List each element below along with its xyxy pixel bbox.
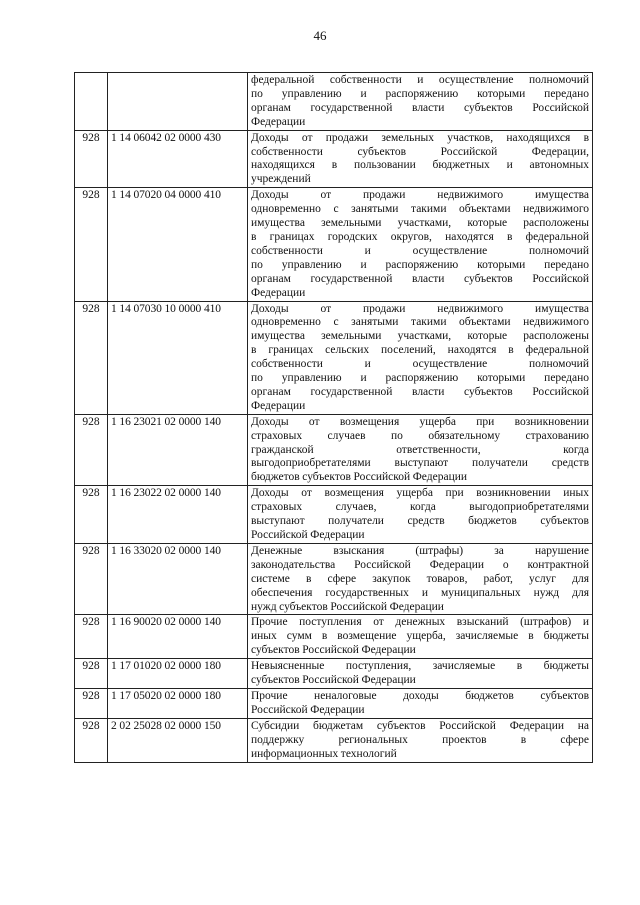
table-row bbox=[75, 718, 593, 762]
description-line: субъектов Российской Федерации bbox=[251, 674, 416, 687]
budget-code-cell: 1 14 06042 02 0000 430 bbox=[108, 130, 248, 188]
table-row bbox=[75, 615, 593, 659]
admin-code-cell: 928 bbox=[75, 688, 108, 718]
description-line: информационных технологий bbox=[251, 747, 397, 760]
admin-code-cell: 928 bbox=[75, 615, 108, 659]
description-line: субъектов Российской Федерации bbox=[251, 644, 416, 657]
budget-code-cell: 1 14 07030 10 0000 410 bbox=[108, 301, 248, 414]
description-line: поддержку региональных проектов в сфере bbox=[251, 733, 589, 746]
revenue-codes-table bbox=[74, 72, 593, 763]
table-row bbox=[75, 130, 593, 188]
description-line: Федерации bbox=[251, 286, 306, 299]
page-number: 46 bbox=[313, 28, 327, 43]
description-line: учреждений bbox=[251, 173, 311, 186]
table-row bbox=[75, 301, 593, 414]
admin-code-cell: 928 bbox=[75, 414, 108, 486]
admin-code-cell: 928 bbox=[75, 301, 108, 414]
description-line: иных сумм в возмещение ущерба, зачисляемые в бюджеты bbox=[251, 630, 589, 643]
admin-code-cell: 928 bbox=[75, 718, 108, 762]
description-line: гражданской ответственности, когда bbox=[251, 443, 589, 456]
description-cell bbox=[248, 188, 593, 301]
description-line: Доходы от возмещения ущерба при возникновении bbox=[251, 415, 589, 428]
description-line: в границах городских округов, находятся в федеральной bbox=[251, 230, 589, 243]
description-cell bbox=[248, 130, 593, 188]
description-line: по управлению и распоряжению которыми передано bbox=[251, 87, 589, 100]
table-row bbox=[75, 688, 593, 718]
description-line: собственности и осуществление полномочий bbox=[251, 358, 589, 371]
description-line: страховых случаев, когда выгодоприобретателями bbox=[251, 501, 589, 514]
budget-code-cell: 1 16 33020 02 0000 140 bbox=[108, 543, 248, 615]
description-line: органам государственной власти субъектов Российской bbox=[251, 385, 589, 398]
description-line: Доходы от возмещения ущерба при возникновении иных bbox=[251, 487, 589, 500]
description-line: имущества земельными участками, которые расположены bbox=[251, 217, 589, 230]
table-row bbox=[75, 543, 593, 615]
description-line: бюджетов субъектов Российской Федерации bbox=[251, 471, 468, 484]
description-line: собственности субъектов Российской Федерации, bbox=[251, 145, 589, 158]
description-line: по управлению и распоряжению которыми передано bbox=[251, 372, 589, 385]
admin-code-cell bbox=[75, 73, 108, 131]
description-line: федеральной собственности и осуществление полномочий bbox=[251, 74, 589, 86]
description-line: Денежные взыскания (штрафы) за нарушение bbox=[251, 544, 589, 557]
description-line: в границах сельских поселений, находятся в федеральной bbox=[251, 344, 589, 357]
budget-code-cell: 1 17 01020 02 0000 180 bbox=[108, 659, 248, 689]
description-line: Российской Федерации bbox=[251, 703, 365, 716]
description-cell bbox=[248, 615, 593, 659]
description-line: органам государственной власти субъектов Российской bbox=[251, 272, 589, 285]
description-line: выступают получатели средств бюджетов субъектов bbox=[251, 515, 589, 528]
budget-code-cell: 1 16 23021 02 0000 140 bbox=[108, 414, 248, 486]
description-line: Российской Федерации bbox=[251, 529, 365, 541]
table-row bbox=[75, 188, 593, 301]
budget-code-cell: 1 16 23022 02 0000 140 bbox=[108, 486, 248, 544]
table-row bbox=[75, 73, 593, 131]
admin-code-cell: 928 bbox=[75, 486, 108, 544]
description-line: страховых случаев по обязательному страхованию bbox=[251, 429, 589, 442]
budget-code-cell: 1 16 90020 02 0000 140 bbox=[108, 615, 248, 659]
description-cell bbox=[248, 73, 593, 131]
description-line: нужд субъектов Российской Федерации bbox=[251, 600, 444, 613]
description-cell bbox=[248, 414, 593, 486]
description-line: законодательства Российской Федерации о контрактной bbox=[251, 558, 589, 571]
description-line: системе в сфере закупок товаров, работ, услуг для bbox=[251, 572, 589, 585]
description-line: одновременно с занятыми такими объектами недвижимого bbox=[251, 316, 589, 329]
revenue-codes-table-body bbox=[75, 73, 593, 763]
description-line: находящихся в пользовании бюджетных и автономных bbox=[251, 159, 589, 172]
description-line: Доходы от продажи недвижимого имущества bbox=[251, 302, 589, 315]
budget-code-cell: 1 14 07020 04 0000 410 bbox=[108, 188, 248, 301]
budget-code-cell: 2 02 25028 02 0000 150 bbox=[108, 718, 248, 762]
description-cell bbox=[248, 301, 593, 414]
description-line: Невыясненные поступления, зачисляемые в бюджеты bbox=[251, 660, 589, 673]
description-line: Доходы от продажи земельных участков, находящихся в bbox=[251, 131, 589, 144]
description-cell bbox=[248, 718, 593, 762]
description-line: имущества земельными участками, которые расположены bbox=[251, 330, 589, 343]
description-cell bbox=[248, 688, 593, 718]
admin-code-cell: 928 bbox=[75, 130, 108, 188]
description-line: Прочие поступления от денежных взысканий (штрафов) и bbox=[251, 616, 589, 629]
description-line: по управлению и распоряжению которыми передано bbox=[251, 258, 589, 271]
budget-code-cell: 1 17 05020 02 0000 180 bbox=[108, 688, 248, 718]
description-line: собственности и осуществление полномочий bbox=[251, 244, 589, 257]
description-line: обеспечения государственных и муниципальных нужд для bbox=[251, 586, 589, 599]
description-line: органам государственной власти субъектов Российской bbox=[251, 101, 589, 114]
description-cell bbox=[248, 659, 593, 689]
admin-code-cell: 928 bbox=[75, 188, 108, 301]
description-line: Прочие неналоговые доходы бюджетов субъектов bbox=[251, 689, 589, 702]
description-line: Доходы от продажи недвижимого имущества bbox=[251, 189, 589, 202]
description-cell bbox=[248, 543, 593, 615]
table-row bbox=[75, 486, 593, 544]
admin-code-cell: 928 bbox=[75, 543, 108, 615]
description-line: выгодоприобретателями выступают получатели средств bbox=[251, 457, 589, 470]
description-line: Федерации bbox=[251, 115, 306, 128]
table-row bbox=[75, 414, 593, 486]
table-row bbox=[75, 659, 593, 689]
description-line: одновременно с занятыми такими объектами недвижимого bbox=[251, 203, 589, 216]
budget-code-cell bbox=[108, 73, 248, 131]
description-line: Федерации bbox=[251, 399, 306, 412]
description-cell bbox=[248, 486, 593, 544]
admin-code-cell: 928 bbox=[75, 659, 108, 689]
description-line: Субсидии бюджетам субъектов Российской Федерации на bbox=[251, 719, 589, 732]
